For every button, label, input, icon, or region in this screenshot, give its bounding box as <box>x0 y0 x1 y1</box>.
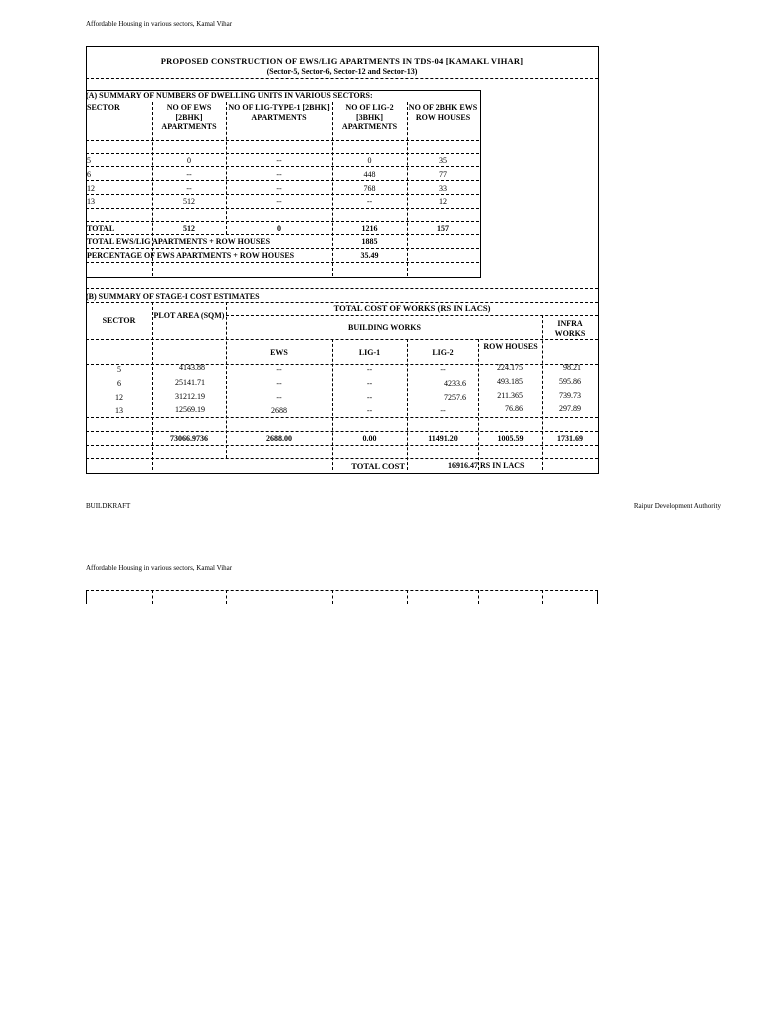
total-lig1: 0.00 <box>362 434 377 443</box>
cell-lig2: 448 <box>363 170 376 179</box>
col-header-row-houses: ROW HOUSES <box>483 342 538 351</box>
col-divider <box>542 590 543 604</box>
cell-lig2: 0 <box>367 156 372 165</box>
cell-row: 493.185 <box>497 377 523 386</box>
cell-sector: 13 <box>87 197 95 206</box>
cell-sector: 6 <box>117 379 121 388</box>
total-cost-value: 16916.47 <box>448 461 478 470</box>
row-divider <box>86 431 598 432</box>
divider <box>86 288 598 289</box>
col-header-row-houses: NO OF 2BHK EWS ROW HOUSES <box>408 103 478 122</box>
cell-plot-area: 12569.19 <box>175 405 205 414</box>
grand-total-label: TOTAL EWS/LIG APARTMENTS + ROW HOUSES <box>87 237 271 246</box>
row-divider <box>86 262 479 263</box>
total-plot-area: 73066.9736 <box>170 434 208 443</box>
cell-lig1: -- <box>366 365 373 374</box>
running-header: Affordable Housing in various sectors, Kamal Vihar <box>86 20 233 28</box>
cell-plot-area: 4143.88 <box>179 363 205 372</box>
cell-infra: 297.89 <box>559 404 581 413</box>
col-divider <box>152 590 153 604</box>
col-header-lig1: NO OF LIG-TYPE-1 [2BHK] APARTMENTS <box>228 103 330 122</box>
row-divider <box>86 458 598 459</box>
total-lig1: 0 <box>277 224 281 233</box>
col-divider <box>226 590 227 604</box>
col-header-infra-works: INFRA WORKS <box>554 319 586 338</box>
cell-plot-area: 31212.19 <box>175 392 205 401</box>
cell-sector: 12 <box>115 393 123 402</box>
row-divider <box>86 208 479 209</box>
cell-lig2: -- <box>440 406 446 415</box>
cell-lig1: -- <box>366 379 373 388</box>
cell-ews: -- <box>186 170 192 179</box>
report-title: PROPOSED CONSTRUCTION OF EWS/LIG APARTMENTS IN TDS-04 [KAMAKL VIHAR] <box>160 56 524 66</box>
cell-sector: 6 <box>87 170 91 179</box>
row-divider <box>86 339 598 340</box>
total-cost-unit: RS IN LACS <box>480 461 525 470</box>
row-divider <box>86 153 479 154</box>
total-lig2: 1216 <box>361 224 378 233</box>
cell-lig1: -- <box>276 197 282 206</box>
total-ews: 512 <box>183 224 195 233</box>
col-header-sector: SECTOR <box>102 316 136 325</box>
col-header-plot-area: PLOT AREA (SQM) <box>153 311 225 320</box>
cell-lig1: -- <box>276 170 282 179</box>
row-divider <box>86 221 479 222</box>
row-divider <box>86 140 479 141</box>
cell-row: 224.175 <box>497 363 523 372</box>
grand-total-value: 1885 <box>361 237 378 246</box>
footer-left: BUILDKRAFT <box>86 502 131 510</box>
percentage-label: PERCENTAGE OF EWS APARTMENTS + ROW HOUSES <box>87 251 295 260</box>
row-divider <box>86 445 598 446</box>
cell-row: 35 <box>439 156 447 165</box>
cell-plot-area: 25141.71 <box>175 378 205 387</box>
col-header-lig1: LIG-1 <box>358 348 381 357</box>
cell-lig1: -- <box>366 406 373 415</box>
col-header-lig2: NO OF LIG-2 [3BHK] APARTMENTS <box>341 103 398 131</box>
cell-lig2: 7257.6 <box>444 393 466 402</box>
cell-ews: -- <box>186 184 192 193</box>
row-divider <box>86 248 479 249</box>
col-header-ews: NO OF EWS [2BHK] APARTMENTS <box>161 103 217 131</box>
total-row-houses: 157 <box>437 224 449 233</box>
cell-lig2: 4233.6 <box>444 379 466 388</box>
col-header-lig2: LIG-2 <box>432 348 454 357</box>
cell-infra: 98.21 <box>563 363 581 372</box>
total-label: TOTAL <box>87 224 115 233</box>
cell-row: 33 <box>439 184 447 193</box>
percentage-value: 35.49 <box>360 251 379 260</box>
row-divider <box>86 417 598 418</box>
cell-lig2: 768 <box>363 184 376 193</box>
total-infra: 1731.69 <box>557 434 583 443</box>
total-cost-label: TOTAL COST <box>351 461 405 471</box>
cell-ews: -- <box>276 379 282 388</box>
cell-ews: 512 <box>183 197 195 206</box>
col-divider <box>332 590 333 604</box>
cell-lig2: -- <box>440 365 446 374</box>
section-b-heading: (B) SUMMARY OF STAGE-I COST ESTIMATES <box>86 292 260 301</box>
cell-ews: 2688 <box>271 406 287 415</box>
row-divider <box>86 180 479 181</box>
cell-lig1: -- <box>276 156 282 165</box>
total-lig2: 11491.20 <box>428 434 458 443</box>
cell-lig2: -- <box>366 197 373 206</box>
divider <box>86 78 598 79</box>
cell-infra: 595.86 <box>559 377 581 386</box>
total-row-houses: 1005.59 <box>497 434 524 443</box>
cell-infra: 739.73 <box>559 391 581 400</box>
cell-ews: -- <box>276 393 282 402</box>
cell-ews: 0 <box>187 156 191 165</box>
col-header-ews: EWS <box>270 348 288 357</box>
row-divider <box>86 166 479 167</box>
cell-row: 12 <box>439 197 447 206</box>
cell-sector: 13 <box>115 406 123 415</box>
row-divider <box>86 234 479 235</box>
col-header-total-cost: TOTAL COST OF WORKS (RS IN LACS) <box>333 303 491 313</box>
col-divider <box>332 339 333 470</box>
footer-right: Raipur Development Authority <box>633 502 721 510</box>
table-edge <box>597 590 598 604</box>
cell-row: 211.365 <box>497 391 523 400</box>
cell-lig1: -- <box>276 184 282 193</box>
cell-sector: 5 <box>117 365 121 374</box>
section-a-heading: (A) SUMMARY OF NUMBERS OF DWELLING UNITS IN VARIOUS SECTORS: <box>86 91 373 100</box>
col-divider <box>407 339 408 470</box>
col-divider <box>407 590 408 604</box>
col-header-sector: SECTOR <box>87 103 120 112</box>
cell-sector: 12 <box>87 184 95 193</box>
total-ews: 2688.00 <box>266 434 292 443</box>
running-header-page-2: Affordable Housing in various sectors, Kamal Vihar <box>86 564 233 572</box>
row-divider <box>86 590 598 591</box>
cell-lig1: -- <box>366 393 373 402</box>
col-header-building-works: BUILDING WORKS <box>348 323 421 332</box>
cell-row: 77 <box>439 170 447 179</box>
report-subtitle: (Sector-5, Sector-6, Sector-12 and Sector-13) <box>266 67 418 76</box>
row-divider <box>86 194 479 195</box>
cell-sector: 5 <box>87 156 91 165</box>
cell-ews: -- <box>276 365 282 374</box>
cell-row: 76.86 <box>505 404 523 413</box>
table-edge <box>86 590 87 604</box>
col-divider <box>478 590 479 604</box>
